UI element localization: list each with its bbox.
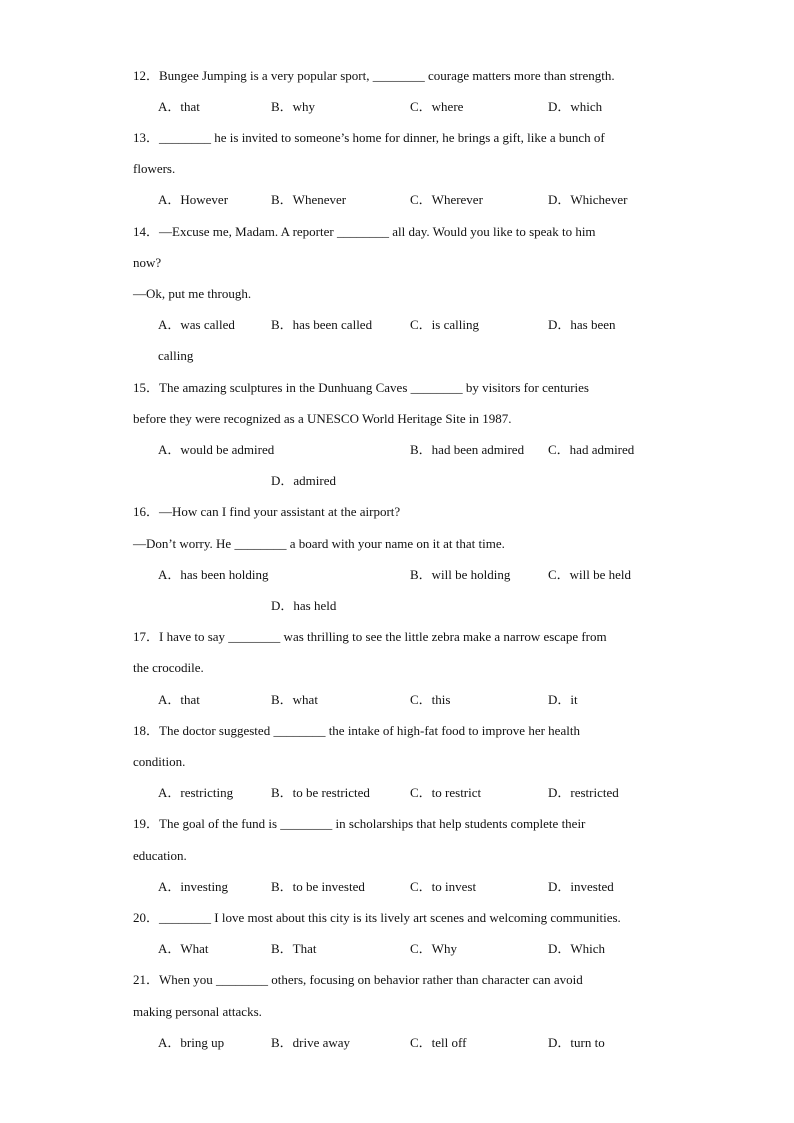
question-15-option-b: B．had been admired — [410, 442, 525, 457]
question-17-text-line-1: 17．I have to say ________ was thrilling to see the little zebra make a narrow escape from — [133, 629, 607, 644]
question-15-text-line-1: 15．The amazing sculptures in the Dunhuang Caves ________ by visitors for centuries — [133, 380, 589, 395]
question-12-option-d: D．which — [548, 99, 603, 114]
question-18-option-c: C．to restrict — [410, 785, 482, 800]
question-15-option-c: C．had admired — [548, 442, 635, 457]
question-19-option-d: D．invested — [548, 879, 614, 894]
question-16-text-line-2: —Don’t worry. He ________ a board with your name on it at that time. — [133, 536, 505, 551]
question-13-option-b: B．Whenever — [271, 192, 347, 207]
question-13-option-d: D．Whichever — [548, 192, 628, 207]
question-14-text-line-2: now? — [133, 255, 162, 270]
question-18-option-b: B．to be restricted — [271, 785, 370, 800]
question-15-option-a: A．would be admired — [158, 442, 275, 457]
question-17-option-b: B．what — [271, 692, 318, 707]
question-21-option-a: A．bring up — [158, 1035, 225, 1050]
question-21-option-d: D．turn to — [548, 1035, 605, 1050]
question-15-text-line-2: before they were recognized as a UNESCO World Heritage Site in 1987. — [133, 411, 512, 426]
question-17-option-d: D．it — [548, 692, 578, 707]
question-15-option-d: D．admired — [271, 473, 336, 488]
question-12-option-a: A．that — [158, 99, 200, 114]
question-14-option-c: C．is calling — [410, 317, 479, 332]
question-19-option-c: C．to invest — [410, 879, 477, 894]
question-16-text-line-1: 16．—How can I find your assistant at the airport? — [133, 504, 401, 519]
question-14-text-line-1: 14．—Excuse me, Madam. A reporter ________ all day. Would you like to speak to him — [133, 224, 596, 239]
question-21-option-b: B．drive away — [271, 1035, 351, 1050]
question-16-option-a: A．has been holding — [158, 567, 269, 582]
question-17-option-a: A．that — [158, 692, 200, 707]
question-20-option-b: B．That — [271, 941, 317, 956]
question-19-option-b: B．to be invested — [271, 879, 365, 894]
question-21-text-line-2: making personal attacks. — [133, 1004, 262, 1019]
question-12-text: 12．Bungee Jumping is a very popular sport, ________ courage matters more than strength. — [133, 68, 615, 83]
question-14-text-line-3: —Ok, put me through. — [133, 286, 252, 301]
question-14-option-a: A．was called — [158, 317, 235, 332]
question-20-text: 20．________ I love most about this city is its lively art scenes and welcoming communities. — [133, 910, 621, 925]
question-20-option-a: A．What — [158, 941, 209, 956]
question-14-option-b: B．has been called — [271, 317, 373, 332]
question-14-option-d: D．has been — [548, 317, 616, 332]
question-16-option-d: D．has held — [271, 598, 337, 613]
question-21-option-c: C．tell off — [410, 1035, 467, 1050]
question-16-option-c: C．will be held — [548, 567, 632, 582]
question-18-option-d: D．restricted — [548, 785, 619, 800]
question-17-option-c: C．this — [410, 692, 451, 707]
question-18-text-line-1: 18．The doctor suggested ________ the intake of high-fat food to improve her health — [133, 723, 580, 738]
question-19-text-line-1: 19．The goal of the fund is ________ in scholarships that help students complete their — [133, 816, 586, 831]
question-19-option-a: A．investing — [158, 879, 229, 894]
question-18-text-line-2: condition. — [133, 754, 186, 769]
question-16-option-b: B．will be holding — [410, 567, 511, 582]
question-12-option-c: C．where — [410, 99, 464, 114]
question-18-option-a: A．restricting — [158, 785, 234, 800]
question-17-text-line-2: the crocodile. — [133, 660, 204, 675]
question-13-text-line-2: flowers. — [133, 161, 176, 176]
question-21-text-line-1: 21．When you ________ others, focusing on behavior rather than character can avoid — [133, 972, 583, 987]
question-13-text-line-1: 13．________ he is invited to someone’s home for dinner, he brings a gift, like a bunch of — [133, 130, 605, 145]
question-13-option-c: C．Wherever — [410, 192, 483, 207]
question-20-option-d: D．Which — [548, 941, 606, 956]
question-14-option-d-wrap: calling — [158, 348, 194, 363]
question-20-option-c: C．Why — [410, 941, 457, 956]
question-13-option-a: A．However — [158, 192, 229, 207]
question-19-text-line-2: education. — [133, 848, 187, 863]
question-12-option-b: B．why — [271, 99, 316, 114]
